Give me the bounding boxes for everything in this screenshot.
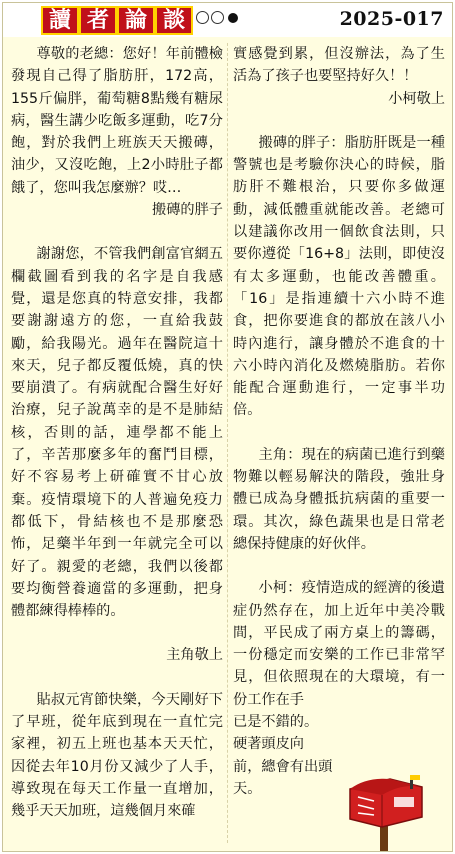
hollow-dot-icon xyxy=(196,11,209,24)
red-mailbox-icon xyxy=(340,775,430,851)
column-divider xyxy=(227,43,228,843)
letter-3-body: 貼叔元宵節快樂，今天剛好下了早班，從年底到現在一直忙完家裡，初五上班也基本天天忙，因從去年10月份又減少了人手，導致現在每天工作量一直增加，幾乎天天加班，這幾個月來確 xyxy=(11,691,223,820)
title-char-1: 讀 xyxy=(41,6,79,35)
letter-2-body: 謝謝您，不管我們創富官網五欄截圖看到我的名字是自我感覺，還是您真的特意安排，我都要謝謝遠方的您，一直給我鼓勵，給我陽光。過年在醫院這十來天，兒子都反覆低燒，真的快要崩潰了。有病就配合醫生好好治療，兒子說萬幸的是不是肺結核，否則的話，連學都不能上了，辛苦那麼多年的奮鬥目標，好不容易考上研確實不甘心放棄。疫情環境下的人普遍免疫力都低下，骨結核也不是那麼恐怖，足藥半年到一年就完全可以好了。親愛的老總，我們以後都要均衡營養適當的多運動，把身體都練得棒棒的。 xyxy=(11,246,223,620)
reply-3: 小柯：疫情造成的經濟的後遺症仍然存在，加上近年中美冷戰間，平民成了兩方桌上的籌碼，一份穩定而安樂的工作已非常罕見，但依照現在的大環境，有一份工作在手 xyxy=(233,580,445,708)
reply-3-line: 已是不錯的。 xyxy=(233,714,319,731)
letter-3-signature: 小柯敬上 xyxy=(388,90,445,107)
reply-1: 搬磚的胖子：脂肪肝既是一種警號也是考驗你決心的時候，脂肪肝不難根治，只要你多做運動，減低體重就能改善。老總可以建議你改用一個飲食法則，只要你遵從「16+8」法則，即使沒有太多運動，也能改善體重。「16」是指連續十六小時不進食，把你要進食的都放在該八小時內進行，讓身體於不進食的十六小時內消化及燃燒脂肪。若你能配合運動進行，一定事半功倍。 xyxy=(233,134,445,419)
reply-3-line: 天。 xyxy=(233,780,262,797)
letter-3-continued: 實感覺到累，但沒辦法，為了生活為了孩子也要堅持好久！！ xyxy=(233,46,445,85)
title-char-3: 論 xyxy=(117,6,155,35)
dots-decoration xyxy=(196,11,238,24)
hollow-dot-icon xyxy=(211,11,224,24)
letters-page xyxy=(2,2,453,852)
letter-1-body: 尊敬的老總：您好！年前體檢發現自己得了脂肪肝，172高，155斤偏胖，葡萄糖8點幾有糖尿病，醫生講少吃飯多運動，吃7分飽，對於我們上班族天天搬磚，油少，又沒吃飽，上2小時肚子都餓了，您叫我怎麼辦？哎… xyxy=(11,46,223,196)
issue-number: 2025-017 xyxy=(339,8,444,30)
reply-2: 主角：現在的病菌已進行到藥物難以輕易解決的階段，強壯身體已成為身體抵抗病菌的重要一環。其次，綠色蔬果也是日常老總保持健康的好伙伴。 xyxy=(233,446,445,552)
filled-dot-icon xyxy=(228,13,238,23)
letter-1-signature: 搬磚的胖子 xyxy=(152,202,223,219)
title-char-2: 者 xyxy=(79,6,117,35)
letter-2-signature: 主角敬上 xyxy=(166,647,223,664)
header xyxy=(3,3,452,37)
left-column xyxy=(11,43,223,823)
title-char-4: 談 xyxy=(155,6,193,35)
right-column xyxy=(233,43,445,800)
reply-3-line: 硬著頭皮向 xyxy=(233,736,304,753)
reply-3-line: 前，總會有出頭 xyxy=(233,758,333,775)
